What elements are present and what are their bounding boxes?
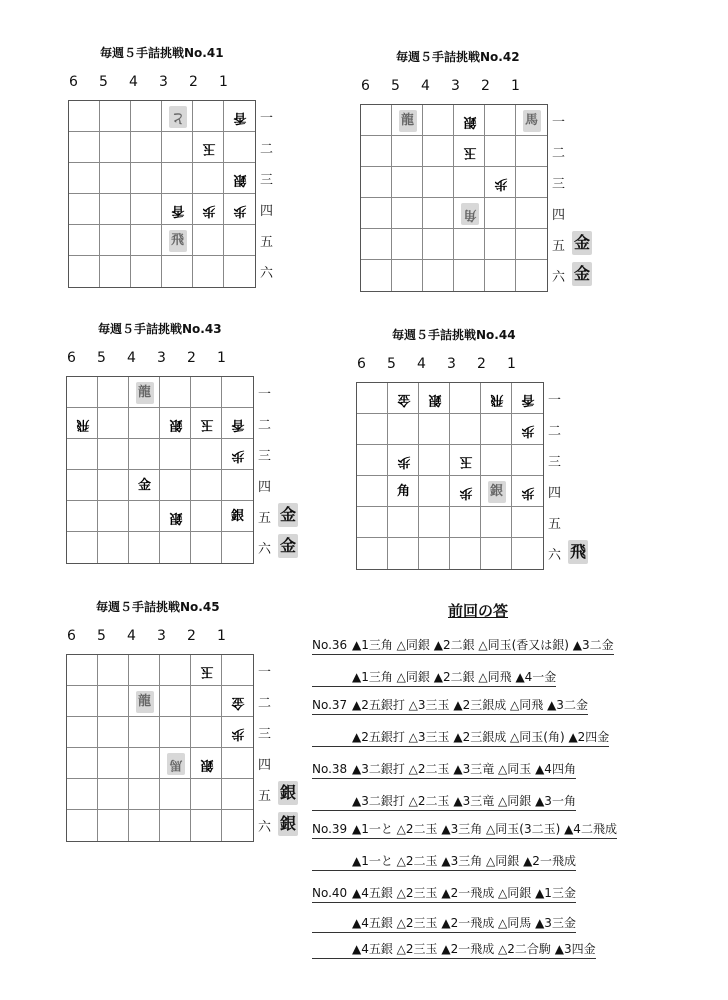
hand-piece-label: 金 [572,231,592,255]
row-number: 五 [258,789,272,804]
column-number: 4 [127,628,136,644]
shogi-piece: 飛 [76,416,90,432]
row-number: 三 [548,455,562,470]
column-number: 3 [157,628,166,644]
board-cell [131,163,162,194]
board-cell [193,101,224,132]
board-cell [450,383,481,414]
board-cell [100,132,131,163]
column-number: 2 [189,74,198,90]
board-cell [454,167,485,198]
board-cell [162,132,193,163]
hand-piece [278,503,298,527]
row-number: 二 [548,424,562,439]
row-number: 三 [552,177,566,192]
shogi-piece: 歩 [494,175,508,191]
row-number: 五 [260,235,274,250]
shogi-piece: 玉 [202,140,216,156]
board-cell [222,470,253,501]
board-cell [191,779,222,810]
board-cell [98,408,129,439]
column-number: 6 [67,350,76,366]
row-number: 二 [260,142,274,157]
shogi-piece: 歩 [202,202,216,218]
board-cell [191,501,222,532]
shogi-piece: 玉 [459,453,473,469]
answer-number: No.40 [312,886,348,900]
board-cell [419,476,450,507]
board-cell [67,717,98,748]
column-number: 2 [187,350,196,366]
board-cell [481,507,512,538]
board-cell [162,163,193,194]
answer-moves: ▲4五銀 △2三玉 ▲2一飛成 △2二合駒 ▲3四金 [352,942,596,956]
board-cell [512,507,543,538]
shogi-board [68,100,256,288]
board-cell [361,198,392,229]
puzzle-title: 毎週５手詰挑戦No.44 [392,328,516,342]
shogi-piece: 龍 [136,382,154,404]
board-cell [392,167,423,198]
board-cell [388,538,419,569]
board-cell [131,225,162,256]
board-cell [98,439,129,470]
shogi-piece: 銀 [230,508,244,524]
answer-line [312,728,609,747]
row-number: 五 [548,517,562,532]
board-cell [129,810,160,841]
board-cell [69,225,100,256]
shogi-piece: 玉 [463,144,477,160]
hand-piece-label: 金 [278,503,298,527]
hand-piece [278,781,298,805]
answer-line [312,760,576,779]
board-cell [222,810,253,841]
board-cell [485,198,516,229]
board-cell [193,225,224,256]
shogi-piece: 歩 [521,422,535,438]
board-cell [392,136,423,167]
column-number: 5 [387,356,396,372]
board-cell [129,779,160,810]
answer-moves: ▲1一と △2二玉 ▲3三角 △同銀 ▲2一飛成 [352,854,576,868]
answer-line [312,852,576,871]
board-cell [357,538,388,569]
board-cell [160,377,191,408]
column-number: 2 [481,78,490,94]
answer-line [312,820,617,839]
row-number: 六 [548,548,562,563]
board-cell [100,225,131,256]
hand-piece-label: 銀 [278,812,298,836]
board-cell [361,229,392,260]
board-cell [129,501,160,532]
board-cell [100,194,131,225]
hand-piece [572,262,592,286]
answer-moves: ▲2五銀打 △3三玉 ▲2三銀成 △同飛 ▲3二金 [352,698,588,712]
row-number: 一 [548,393,562,408]
board-cell [357,507,388,538]
board-cell [131,132,162,163]
shogi-piece: 龍 [399,110,417,132]
shogi-piece: 銀 [463,113,477,129]
answer-line [312,668,556,687]
shogi-piece: 飛 [169,230,187,252]
board-cell [129,748,160,779]
puzzle-title: 毎週５手詰挑戦No.42 [396,50,520,64]
column-number: 1 [217,350,226,366]
shogi-board [66,654,254,842]
row-number: 一 [260,111,274,126]
board-cell [193,163,224,194]
row-number: 二 [258,418,272,433]
board-cell [129,532,160,563]
board-cell [69,101,100,132]
board-cell [67,501,98,532]
row-number: 一 [552,115,566,130]
board-cell [481,445,512,476]
shogi-piece: 玉 [200,663,214,679]
board-cell [191,377,222,408]
board-cell [485,260,516,291]
row-number: 六 [258,820,272,835]
row-number: 四 [548,486,562,501]
board-cell [222,377,253,408]
shogi-piece: 香 [233,109,247,125]
shogi-piece: 角 [461,203,479,225]
board-cell [160,532,191,563]
board-cell [129,717,160,748]
column-number: 5 [97,628,106,644]
row-number: 一 [258,387,272,402]
board-cell [191,717,222,748]
board-cell [361,167,392,198]
shogi-piece: 馬 [167,753,185,775]
board-cell [450,507,481,538]
answer-moves: ▲4五銀 △2三玉 ▲2一飛成 △同馬 ▲3三金 [352,916,576,930]
column-number: 4 [417,356,426,372]
row-number: 六 [260,266,274,281]
board-cell [454,229,485,260]
board-cell [357,414,388,445]
board-cell [450,414,481,445]
board-cell [224,225,255,256]
shogi-piece: 飛 [490,391,504,407]
board-cell [224,256,255,287]
shogi-piece: 角 [396,483,410,499]
row-number: 五 [258,511,272,526]
answer-moves: ▲2五銀打 △3三玉 ▲2三銀成 △同玉(角) ▲2四金 [352,730,610,744]
shogi-piece: 歩 [521,484,535,500]
answer-line [312,696,588,715]
answer-line [312,792,576,811]
board-cell [450,538,481,569]
answer-moves: ▲1三角 △同銀 ▲2二銀 △同飛 ▲4一金 [352,670,557,684]
shogi-piece: 銀 [488,481,506,503]
board-cell [98,655,129,686]
board-cell [98,470,129,501]
column-number: 3 [447,356,456,372]
hand-piece [568,540,588,564]
board-cell [224,132,255,163]
board-cell [98,501,129,532]
board-cell [357,383,388,414]
board-cell [512,538,543,569]
row-number: 四 [258,480,272,495]
row-number: 六 [552,270,566,285]
board-cell [67,655,98,686]
board-cell [516,198,547,229]
board-cell [67,470,98,501]
board-cell [160,655,191,686]
board-cell [191,532,222,563]
board-cell [100,101,131,132]
row-number: 六 [258,542,272,557]
row-number: 四 [552,208,566,223]
shogi-piece: 歩 [459,484,473,500]
board-cell [516,229,547,260]
row-number: 三 [260,173,274,188]
shogi-piece: 龍 [136,691,154,713]
board-cell [98,717,129,748]
board-cell [392,260,423,291]
board-cell [423,105,454,136]
board-cell [392,198,423,229]
shogi-piece: 香 [171,202,185,218]
board-cell [481,538,512,569]
board-cell [160,779,191,810]
row-number: 三 [258,449,272,464]
hand-piece-label: 飛 [568,540,588,564]
column-number: 2 [187,628,196,644]
column-number: 5 [391,78,400,94]
board-cell [160,717,191,748]
board-cell [357,476,388,507]
board-cell [160,439,191,470]
board-cell [419,414,450,445]
board-cell [67,532,98,563]
row-number: 四 [260,204,274,219]
board-cell [160,470,191,501]
board-cell [191,439,222,470]
board-cell [69,132,100,163]
hand-piece-label: 金 [278,534,298,558]
column-number: 5 [97,350,106,366]
column-number: 6 [67,628,76,644]
board-cell [222,748,253,779]
column-number: 6 [361,78,370,94]
shogi-piece: 銀 [200,756,214,772]
board-cell [392,229,423,260]
board-cell [129,439,160,470]
row-number: 三 [258,727,272,742]
row-number: 五 [552,239,566,254]
hand-piece [278,534,298,558]
shogi-piece: 歩 [233,202,247,218]
shogi-piece: 銀 [428,391,442,407]
hand-piece [572,231,592,255]
shogi-piece: 香 [521,391,535,407]
hand-piece-label: 金 [572,262,592,286]
shogi-piece: 銀 [233,171,247,187]
board-cell [388,414,419,445]
answer-number: No.37 [312,698,348,712]
board-cell [516,136,547,167]
board-cell [423,229,454,260]
shogi-board [356,382,544,570]
board-cell [69,256,100,287]
board-cell [388,507,419,538]
row-number: 二 [552,146,566,161]
board-cell [69,194,100,225]
shogi-piece: 玉 [200,416,214,432]
board-cell [423,198,454,229]
shogi-piece: 金 [231,694,245,710]
shogi-piece: 歩 [231,725,245,741]
board-cell [193,256,224,287]
board-cell [162,256,193,287]
board-cell [191,810,222,841]
shogi-piece: 銀 [169,416,183,432]
answer-moves: ▲1三角 △同銀 ▲2二銀 △同玉(香又は銀) ▲3二金 [352,638,614,652]
board-cell [67,686,98,717]
shogi-piece: 歩 [397,453,411,469]
shogi-piece: 香 [231,416,245,432]
column-number: 4 [129,74,138,90]
board-cell [485,105,516,136]
column-number: 2 [477,356,486,372]
answer-moves: ▲3二銀打 △2二玉 ▲3三竜 △同銀 ▲3一角 [352,794,576,808]
column-number: 6 [69,74,78,90]
board-cell [100,256,131,287]
board-cell [222,779,253,810]
board-cell [67,377,98,408]
board-cell [98,779,129,810]
column-number: 3 [159,74,168,90]
board-cell [131,194,162,225]
board-cell [69,163,100,194]
column-number: 3 [451,78,460,94]
board-cell [98,377,129,408]
column-number: 5 [99,74,108,90]
column-number: 1 [219,74,228,90]
board-cell [67,748,98,779]
answer-line [312,636,614,655]
puzzle-title: 毎週５手詰挑戦No.43 [98,322,222,336]
board-cell [131,256,162,287]
board-cell [516,167,547,198]
shogi-piece: 馬 [523,110,541,132]
column-number: 1 [507,356,516,372]
shogi-board [360,104,548,292]
board-cell [481,414,512,445]
board-cell [129,408,160,439]
row-number: 二 [258,696,272,711]
row-number: 一 [258,665,272,680]
column-number: 6 [357,356,366,372]
board-cell [67,439,98,470]
shogi-piece: 歩 [231,447,245,463]
board-cell [67,810,98,841]
board-cell [129,655,160,686]
answer-number: No.39 [312,822,348,836]
board-cell [160,686,191,717]
board-cell [357,445,388,476]
board-cell [191,470,222,501]
board-cell [191,686,222,717]
board-cell [419,507,450,538]
board-cell [361,105,392,136]
board-cell [423,260,454,291]
hand-piece [278,812,298,836]
board-cell [98,748,129,779]
board-cell [361,260,392,291]
answers-title: 前回の答 [448,602,509,620]
answer-line [312,884,576,903]
board-cell [419,538,450,569]
board-cell [485,136,516,167]
board-cell [361,136,392,167]
hand-piece-label: 銀 [278,781,298,805]
answer-line [312,940,596,959]
answer-number: No.38 [312,762,348,776]
board-cell [160,810,191,841]
board-cell [222,655,253,686]
shogi-piece: 金 [137,477,151,493]
board-cell [98,810,129,841]
shogi-board [66,376,254,564]
board-cell [454,260,485,291]
row-number: 四 [258,758,272,773]
board-cell [131,101,162,132]
column-number: 4 [421,78,430,94]
column-number: 1 [217,628,226,644]
board-cell [423,167,454,198]
board-cell [222,532,253,563]
column-number: 1 [511,78,520,94]
board-cell [512,445,543,476]
board-cell [98,686,129,717]
board-cell [419,445,450,476]
board-cell [485,229,516,260]
board-cell [100,163,131,194]
board-cell [516,260,547,291]
board-cell [67,779,98,810]
puzzle-title: 毎週５手詰挑戦No.45 [96,600,220,614]
board-cell [98,532,129,563]
answer-moves: ▲3二銀打 △2二玉 ▲3三竜 △同玉 ▲4四角 [352,762,576,776]
answer-number: No.36 [312,638,348,652]
column-number: 3 [157,350,166,366]
answer-moves: ▲1一と △2二玉 ▲3三角 △同玉(3二玉) ▲4二飛成 [352,822,617,836]
board-cell [423,136,454,167]
shogi-piece: と [169,106,187,128]
answer-moves: ▲4五銀 △2三玉 ▲2一飛成 △同銀 ▲1三金 [352,886,576,900]
answer-line [312,914,576,933]
puzzle-title: 毎週５手詰挑戦No.41 [100,46,224,60]
shogi-piece: 銀 [169,509,183,525]
column-number: 4 [127,350,136,366]
shogi-piece: 金 [397,391,411,407]
